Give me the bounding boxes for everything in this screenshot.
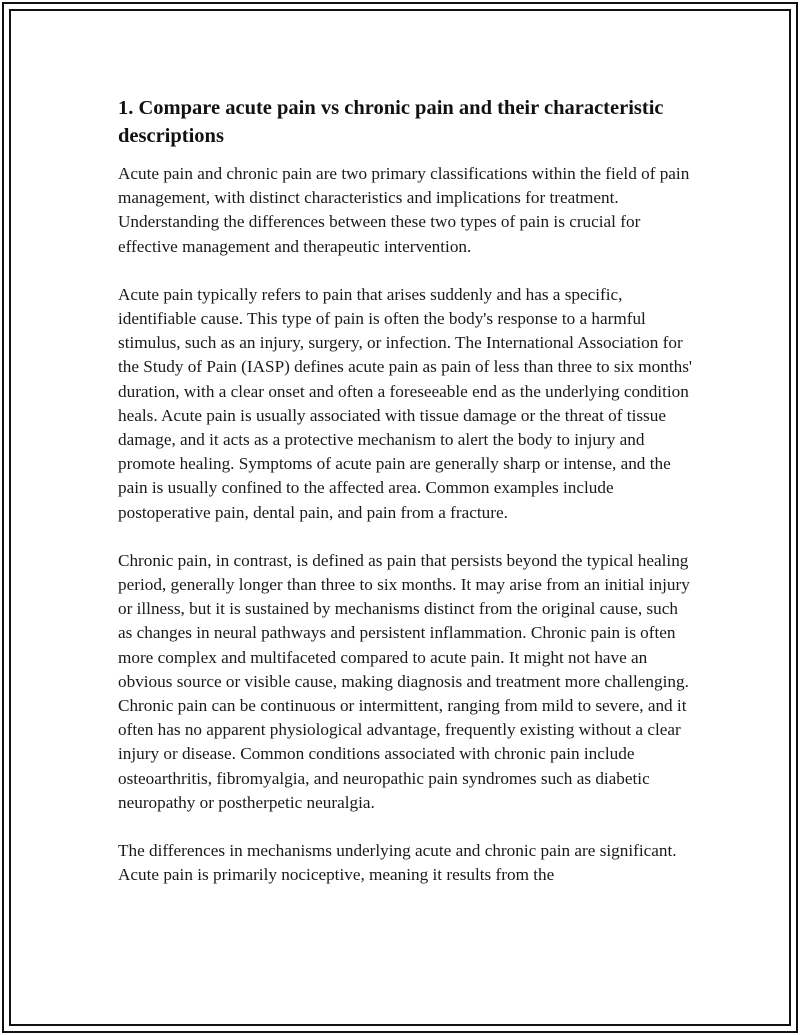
paragraph-mechanisms: The differences in mechanisms underlying acute and chronic pain are significant. Acute pain is primarily nociceptive, meaning it results from the [118, 841, 677, 885]
document-body [118, 94, 692, 911]
section-heading: 1. Compare acute pain vs chronic pain and their characteristic descriptions [118, 97, 664, 147]
paragraph-intro: Acute pain and chronic pain are two primary classifications within the field of pain management, with distinct characteristics and implications for treatment. Understanding the differences between these two types of pain is crucial for effective management and therapeutic intervention. [118, 164, 690, 256]
paragraph-acute-pain: Acute pain typically refers to pain that arises suddenly and has a specific, identifiable cause. This type of pain is often the body's response to a harmful stimulus, such as an injury, surgery, or infection. The International Association for the Study of Pain (IASP) defines acute pain as pain of less than three to six months' duration, with a clear onset and often a foreseeable end as the underlying condition heals. Acute pain is usually associated with tissue damage or the threat of tissue damage, and it acts as a protective mechanism to alert the body to injury and promote healing. Symptoms of acute pain are generally sharp or intense, and the pain is usually confined to the affected area. Common examples include postoperative pain, dental pain, and pain from a fracture. [118, 284, 693, 522]
paragraph-chronic-pain: Chronic pain, in contrast, is defined as pain that persists beyond the typical healing period, generally longer than three to six months. It may arise from an initial injury or illness, but it is sustained by mechanisms distinct from the original cause, such as changes in neural pathways and persistent inflammation. Chronic pain is often more complex and multifaceted compared to acute pain. It might not have an obvious source or visible cause, making diagnosis and treatment more challenging. Chronic pain can be continuous or intermittent, ranging from mild to severe, and it often has no apparent physiological advantage, frequently existing without a clear injury or disease. Common conditions associated with chronic pain include osteoarthritis, fibromyalgia, and neuropathic pain syndromes such as diabetic neuropathy or postherpetic neuralgia. [118, 550, 690, 812]
